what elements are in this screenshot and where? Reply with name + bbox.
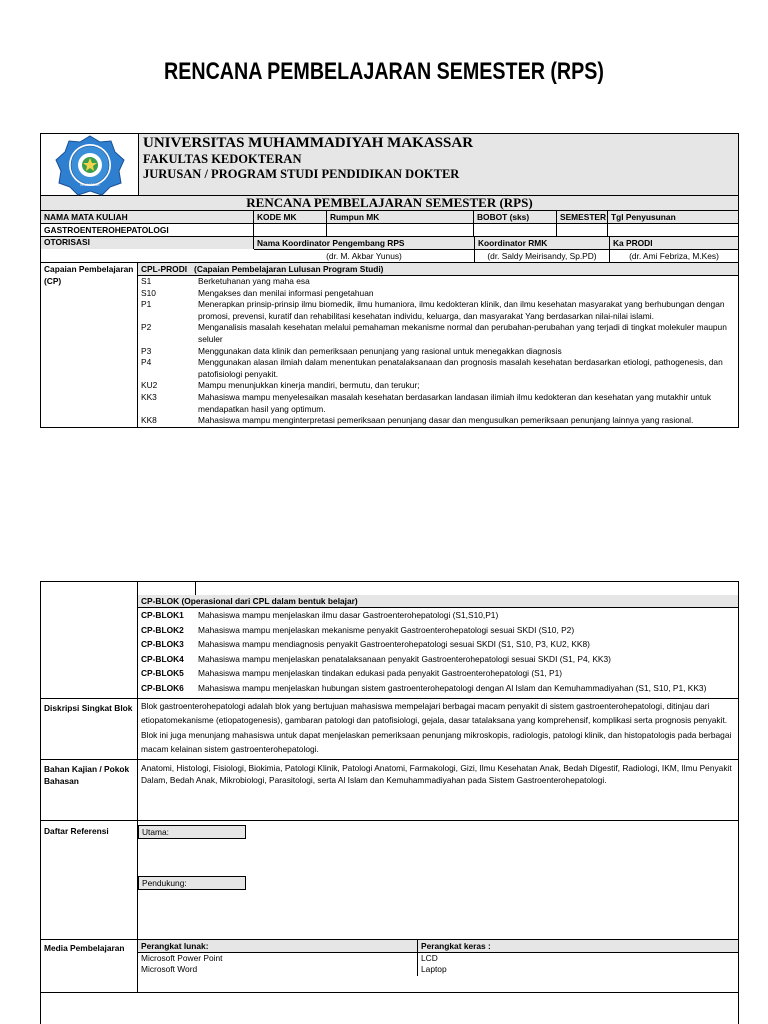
coordinator-name: (dr. M. Akbar Yunus) bbox=[326, 251, 402, 261]
course-value-row bbox=[41, 224, 738, 237]
bahan-label: Bahan Kajian / Pokok Bahasan bbox=[41, 760, 138, 820]
rmk-label: Koordinator RMK bbox=[475, 237, 609, 250]
cpl-code: P2 bbox=[141, 322, 152, 333]
kaprodi-label: Ka PRODI bbox=[610, 237, 738, 250]
cpl-text: Menggunakan data klinik dan pemeriksaan penunjang yang rasional untuk menegakkan diagnosis bbox=[198, 345, 562, 356]
deskripsi-text: Blok gastroenterohepatologi adalah blok yang bertujuan mahasiswa mempelajari berbagai macam penyakit di sistem gastroenterohepatologi, ditinjau dari etiopatomekanisme (etiopatogenesis), gambaran patologi dan patofisiologi, gejala, dasar tatalaksana yang komprehensif, komplikasi serta prognosis penyakit. Blok ini juga menunjang mahasiswa untuk dapat menjelaskan pemeriksaan penunjang mikroskopis, radiologis, patologi klinik, dan histopatologis pada berbagai macam kelainan sistem gastroenterohepatologi. bbox=[141, 700, 732, 755]
cpl-desc-header: (Capaian Pembelajaran Lulusan Program Studi) bbox=[194, 264, 384, 274]
rmk-name: (dr. Saldy Meirisandy, Sp.PD) bbox=[487, 251, 597, 261]
svg-text:MAKASSAR: MAKASSAR bbox=[79, 182, 100, 187]
course-name: GASTROENTEROHEPATOLOGI bbox=[41, 224, 254, 236]
col-bobot: BOBOT (sks) bbox=[474, 211, 557, 223]
col-rumpun-mk: Rumpun MK bbox=[327, 211, 474, 223]
cpblok-section bbox=[41, 595, 738, 699]
cpl-item bbox=[138, 288, 738, 300]
cpl-item bbox=[138, 415, 738, 427]
coordinator-label: Nama Koordinator Pengembang RPS bbox=[254, 237, 474, 250]
university-name: UNIVERSITAS MUHAMMADIYAH MAKASSAR bbox=[143, 135, 474, 151]
rmk-col bbox=[475, 237, 610, 262]
cpblok-item bbox=[141, 652, 735, 667]
referensi-label: Daftar Referensi bbox=[41, 821, 138, 939]
program-name: JURUSAN / PROGRAM STUDI PENDIDIKAN DOKTER bbox=[143, 167, 460, 181]
cpl-code: KK3 bbox=[141, 391, 157, 402]
hardware-item: LCD bbox=[421, 952, 438, 963]
software-item: Microsoft Power Point bbox=[141, 952, 223, 963]
cpl-code: P1 bbox=[141, 299, 152, 310]
bahan-text: Anatomi, Histologi, Fisiologi, Biokimia, Patologi Klinik, Patologi Anatomi, Farmakologi, Gizi, Ilmu Kesehatan Anak, Bedah Digestif, Radiologi, IKM, Ilmu Penyakit Dalam, Bedah Anak, Mikrobiologi, Parasitologi, serta Al Islam dan Kemuhammadiyahan pada Sistem Gastroenterohepatologi. bbox=[141, 762, 732, 785]
cpl-code: S10 bbox=[141, 287, 156, 298]
cpblok-text: Mahasiswa mampu menjelaskan ilmu dasar Gastroenterohepatologi (S1,S10,P1) bbox=[198, 610, 499, 620]
media-section bbox=[41, 940, 738, 993]
otorisasi-label: OTORISASI bbox=[41, 237, 254, 249]
col-nama-mk: NAMA MATA KULIAH bbox=[41, 211, 254, 223]
cpblok-item bbox=[141, 681, 735, 696]
referensi-utama: Utama: bbox=[138, 825, 246, 839]
document-title: RENCANA PEMBELAJARAN SEMESTER (RPS) bbox=[164, 58, 604, 85]
cpl-code: KK8 bbox=[141, 415, 157, 426]
cpblok-code: CP-BLOK1 bbox=[141, 610, 184, 620]
cpblok-list bbox=[141, 608, 735, 698]
cpblok-text: Mahasiswa mampu menjelaskan mekanisme penyakit Gastroenterohepatologi sesuai SKDI (S10, P2) bbox=[198, 624, 575, 635]
cpblok-item bbox=[141, 608, 735, 623]
deskripsi-section bbox=[41, 699, 738, 760]
col-tgl-penyusunan: Tgl Penyusunan bbox=[608, 211, 738, 223]
hardware-item: Laptop bbox=[421, 964, 447, 975]
hardware-header: Perangkat keras : bbox=[418, 940, 738, 953]
cpl-text: Mampu menunjukkan kinerja mandiri, bermutu, dan terukur; bbox=[198, 380, 420, 391]
media-label: Media Pembelajaran bbox=[41, 940, 138, 992]
cpl-text: Menerapkan prinsip-prinsip ilmu biomedik, ilmu humaniora, ilmu kedokteran klinik, dan ilmu kesehatan masyarakat yang berhubungan dengan promosi, prevensi, kuratif dan rehabilitasi kesehatan individu, keluarga, dan masyarakat Yang berdasarkan nilai-nilai islami. bbox=[198, 299, 725, 321]
cpl-list bbox=[138, 276, 738, 427]
cpl-text: Mahasiswa mampu menginterpretasi pemeriksaan penunjang dasar dan mengusulkan pemeriksaan penunjang lainnya yang rasional. bbox=[198, 415, 694, 426]
cpl-text: Menggunakan alasan ilmiah dalam menentukan penatalaksanaan dan prognosis masalah kesehatan berdasarkan etiologi, pathogenesis, dan patofisiologi penyakit. bbox=[198, 357, 723, 379]
col-semester: SEMESTER bbox=[557, 211, 608, 223]
rumpun-mk-value bbox=[327, 224, 474, 236]
bobot-value bbox=[474, 224, 557, 236]
cpl-code: P4 bbox=[141, 357, 152, 368]
kode-mk-value bbox=[254, 224, 327, 236]
cpblok-code: CP-BLOK2 bbox=[141, 624, 184, 635]
cpl-code: KU2 bbox=[141, 380, 158, 391]
cpl-item bbox=[138, 276, 738, 288]
rps-header-table bbox=[40, 133, 739, 428]
cpblok-text: Mahasiswa mampu menjelaskan hubungan sistem gastroenterohepatologi dengan Al Islam dan Kemuhammadiyahan (S1, S10, P1, KK3) bbox=[198, 682, 707, 693]
cpl-item bbox=[138, 380, 738, 392]
cp-label: Capaian Pembelajaran (CP) bbox=[41, 263, 138, 427]
cpblok-text: Mahasiswa mampu menjelaskan tindakan edukasi pada penyakit Gastroenterohepatologi (S1, P1) bbox=[198, 668, 563, 679]
software-header: Perangkat lunak: bbox=[138, 940, 417, 953]
referensi-section bbox=[41, 821, 738, 940]
deskripsi-label: Diskripsi Singkat Blok bbox=[41, 699, 138, 759]
cpblok-header: CP-BLOK (Operasional dari CPL dalam bentuk belajar) bbox=[138, 595, 738, 608]
cpl-header bbox=[138, 263, 738, 276]
cp-section bbox=[41, 263, 738, 427]
cpl-item bbox=[138, 346, 738, 358]
coordinator-col bbox=[254, 237, 475, 262]
cpl-code: S1 bbox=[141, 276, 152, 286]
cpblok-item bbox=[141, 666, 735, 681]
cpblok-item bbox=[141, 623, 735, 638]
tgl-value bbox=[608, 224, 738, 236]
rps-subtitle: RENCANA PEMBELAJARAN SEMESTER (RPS) bbox=[41, 196, 738, 211]
cpl-code: P3 bbox=[141, 345, 152, 356]
cpblok-code: CP-BLOK6 bbox=[141, 682, 184, 693]
cpl-item bbox=[138, 357, 738, 380]
semester-value bbox=[557, 224, 608, 236]
bahan-section bbox=[41, 760, 738, 821]
kaprodi-col bbox=[610, 237, 738, 262]
cpl-code-header: CPL-PRODI bbox=[141, 264, 188, 274]
referensi-pendukung: Pendukung: bbox=[138, 876, 246, 890]
cpblok-text: Mahasiswa mampu mendiagnosis penyakit Gastroenterohepatologi sesuai SKDI (S1, S10, P3, KU2, KK8) bbox=[198, 639, 590, 650]
otorisasi-row bbox=[41, 237, 738, 263]
cpblok-item bbox=[141, 637, 735, 652]
cpblok-code: CP-BLOK4 bbox=[141, 653, 184, 664]
cpl-text: Mahasiswa mampu menyelesaikan masalah kesehatan berdasarkan landasan ilimiah ilmu kedokteran dan kesehatan yang mutakhir untuk mendapatkan hasil yang optimum. bbox=[198, 391, 712, 414]
cpl-item bbox=[138, 322, 738, 345]
cpl-text: Berketuhanan yang maha esa bbox=[198, 276, 310, 286]
course-header-row bbox=[41, 211, 738, 224]
cpl-item bbox=[138, 392, 738, 415]
cpl-text: Menganalisis masalah kesehatan melalui pemahaman mekanisme normal dan perubahan-perubahan yang terjadi di tingkat molekuler maupun seluler bbox=[198, 322, 727, 344]
rps-detail-table bbox=[40, 581, 739, 1024]
institution-header bbox=[41, 134, 738, 196]
faculty-name: FAKULTAS KEDOKTERAN bbox=[143, 152, 302, 166]
university-logo bbox=[41, 134, 139, 195]
cpblok-code: CP-BLOK3 bbox=[141, 639, 184, 650]
software-item: Microsoft Word bbox=[141, 964, 198, 975]
cpl-item bbox=[138, 299, 738, 322]
cpblok-code: CP-BLOK5 bbox=[141, 668, 184, 679]
col-kode-mk: KODE MK bbox=[254, 211, 327, 223]
cpblok-text: Mahasiswa mampu menjelaskan penatalaksanaan penyakit Gastroenterohepatologi sesuai SKDI (S1, P4, KK3) bbox=[198, 653, 611, 664]
cpl-text: Mengakses dan menilai informasi pengetahuan bbox=[198, 287, 374, 298]
kaprodi-name: (dr. Ami Febriza, M.Kes) bbox=[629, 251, 719, 261]
